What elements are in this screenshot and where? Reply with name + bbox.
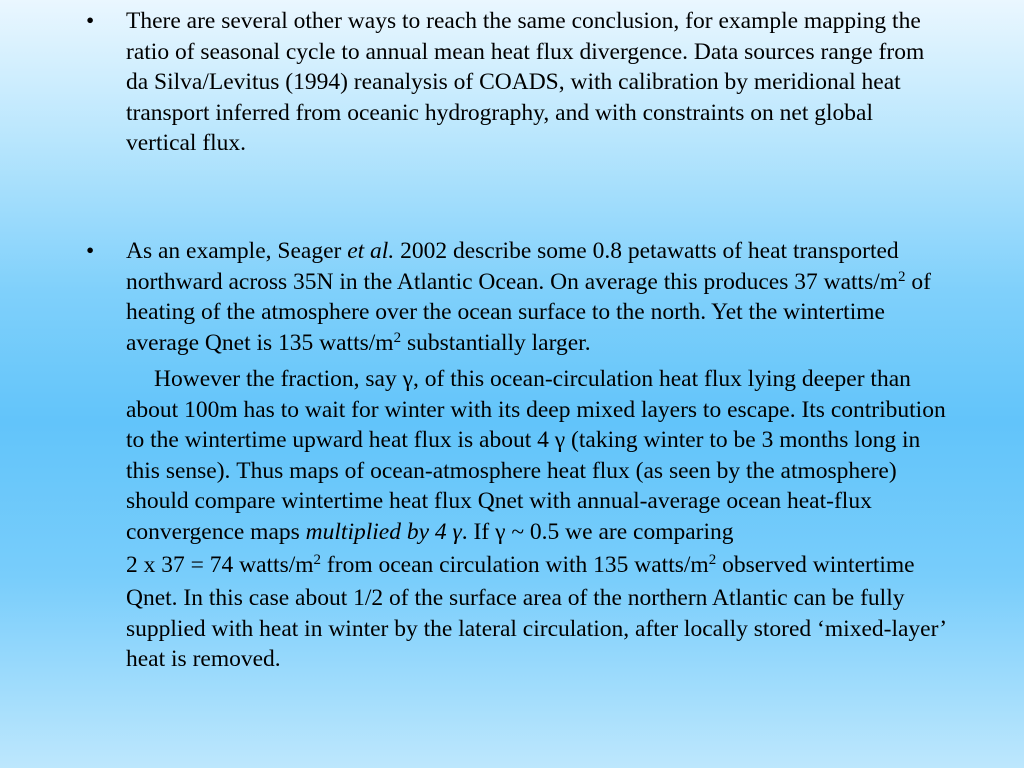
text-run: of heating of the atmosphere over the ocean surface to the north. Yet the wintertime average Qnet is 135 watts/m	[126, 268, 931, 356]
paragraph	[126, 236, 946, 358]
superscript: 2	[313, 552, 322, 568]
bullet-text	[126, 236, 946, 675]
superscript: 2	[393, 329, 402, 346]
superscript: 2	[708, 552, 717, 568]
text-run: 2 x 37 = 74 watts/m	[126, 552, 314, 578]
text-run: As an example, Seager	[126, 238, 348, 264]
superscript: 2	[898, 268, 906, 285]
emphasis-text: et al.	[347, 238, 395, 264]
emphasis-text: multiplied by 4 γ	[305, 518, 462, 545]
paragraph: There are several other ways to reach the same conclusion, for example mapping the ratio of seasonal cycle to annual mean heat flux divergence. Data sources range from da Silva/Levitus (1994) reanalysis of COADS, with calibration by meridional heat transport inferred from oceanic hydrography, and with constraints on net global vertical flux.	[126, 8, 925, 156]
bullet-item-seager-example	[86, 236, 946, 675]
text-run: substantially larger.	[401, 329, 591, 356]
text-run: observed wintertime Qnet. In this case about 1/2 of the surface area of the northern Atlantic can be fully supplied with heat in winter by the lateral circulation, after locally stored ‘mixed-layer’ heat is removed.	[126, 552, 946, 672]
text-run: from ocean circulation with 135 watts/m	[321, 552, 709, 578]
bullet-item-alternative-methods	[86, 6, 946, 159]
bullet-point-icon: •	[86, 238, 95, 264]
text-run: However the fraction, say γ, of this ocean-circulation heat flux lying deeper than about 100m has to wait for winter with its deep mixed layers to escape. Its contribution to the wintertime upward heat flux is about 4 γ (taking winter to be 3 months long in this sense). Thus maps of ocean-atmosphere heat flux (as seen by the atmosphere) should compare wintertime heat flux Qnet with annual-average ocean heat-flux convergence maps	[126, 366, 946, 545]
text-run: 2002 describe some 0.8 petawatts of heat transported northward across 35N in the Atlantic Ocean. On average this produces 37 watts/m	[126, 238, 899, 295]
text-run: . If γ ~ 0.5 we are comparing	[461, 518, 734, 545]
paragraph	[126, 364, 946, 675]
bullet-point-icon: •	[86, 8, 95, 34]
bullet-text	[126, 6, 946, 159]
